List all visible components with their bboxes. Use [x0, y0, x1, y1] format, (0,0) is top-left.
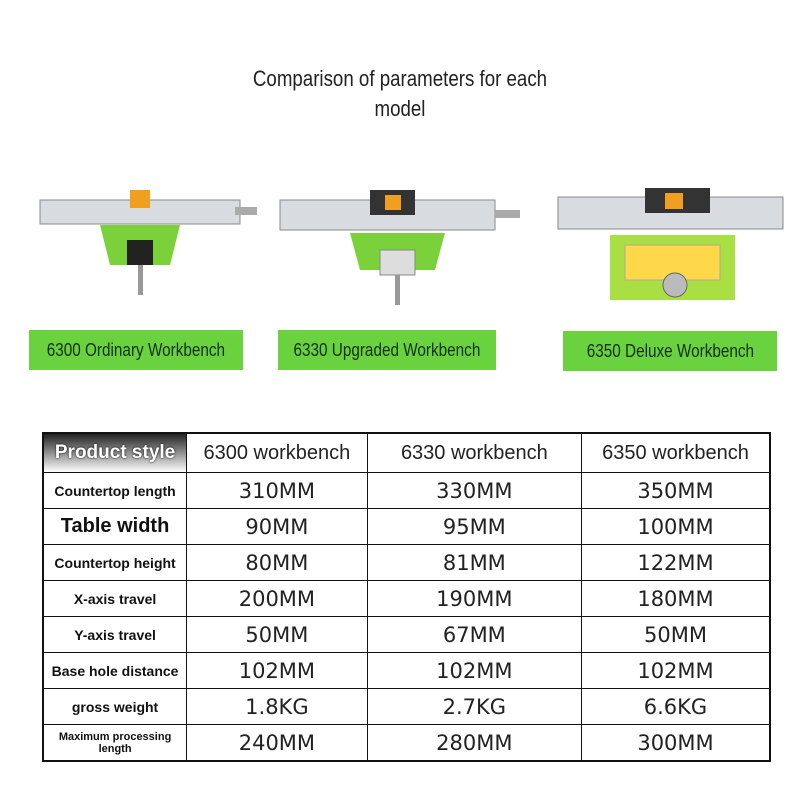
table-row: [43, 725, 770, 762]
cell-value: 102MM: [187, 653, 368, 689]
cell-value: 350MM: [582, 473, 771, 509]
header-cell: Product style: [43, 433, 187, 473]
row-label: Table width: [43, 509, 187, 545]
table-row: [43, 653, 770, 689]
title-line-1: Comparison of parameters for each: [252, 66, 548, 91]
model-label-text: 6330 Upgraded Workbench: [293, 339, 481, 360]
cell-value: 50MM: [187, 617, 368, 653]
header-cell: 6330 workbench: [367, 433, 581, 473]
table-row: [43, 617, 770, 653]
table-row: [43, 473, 770, 509]
workbench-6300-image: [35, 185, 260, 300]
cell-value: 80MM: [187, 545, 368, 581]
cell-value: 180MM: [582, 581, 771, 617]
row-label: gross weight: [43, 689, 187, 725]
cell-value: 2.7KG: [367, 689, 581, 725]
cell-value: 6.6KG: [582, 689, 771, 725]
cell-value: 1.8KG: [187, 689, 368, 725]
model-label-6300: [29, 330, 243, 370]
table-row: [43, 509, 770, 545]
cell-value: 310MM: [187, 473, 368, 509]
cell-value: 102MM: [582, 653, 771, 689]
cell-value: 200MM: [187, 581, 368, 617]
cell-value: 100MM: [582, 509, 771, 545]
cell-value: 330MM: [367, 473, 581, 509]
cell-value: 240MM: [187, 725, 368, 762]
workbench-6350-image: [550, 185, 790, 305]
cell-value: 67MM: [367, 617, 581, 653]
parameter-comparison-table: [42, 432, 771, 762]
cell-value: 90MM: [187, 509, 368, 545]
header-cell: 6350 workbench: [582, 433, 771, 473]
cell-value: 81MM: [367, 545, 581, 581]
model-label-text: 6350 Deluxe Workbench: [586, 340, 754, 361]
row-label: Base hole distance: [43, 653, 187, 689]
row-label: Countertop length: [43, 473, 187, 509]
cell-value: 102MM: [367, 653, 581, 689]
table-row: [43, 689, 770, 725]
row-label: X-axis travel: [43, 581, 187, 617]
model-label-text: 6300 Ordinary Workbench: [46, 339, 226, 360]
title-line-2: model: [374, 96, 426, 121]
cell-value: 190MM: [367, 581, 581, 617]
table-row: [43, 545, 770, 581]
header-cell: 6300 workbench: [187, 433, 368, 473]
model-label-6330: [278, 330, 496, 370]
table-row: [43, 581, 770, 617]
cell-value: 95MM: [367, 509, 581, 545]
workbench-6330-image: [270, 185, 525, 310]
model-label-6350: [563, 331, 777, 371]
cell-value: 300MM: [582, 725, 771, 762]
cell-value: 122MM: [582, 545, 771, 581]
row-label: Countertop height: [43, 545, 187, 581]
row-label: Maximum processing length: [43, 725, 187, 762]
page-title: [60, 64, 740, 124]
table-header-row: [43, 433, 770, 473]
cell-value: 50MM: [582, 617, 771, 653]
cell-value: 280MM: [367, 725, 581, 762]
row-label: Y-axis travel: [43, 617, 187, 653]
